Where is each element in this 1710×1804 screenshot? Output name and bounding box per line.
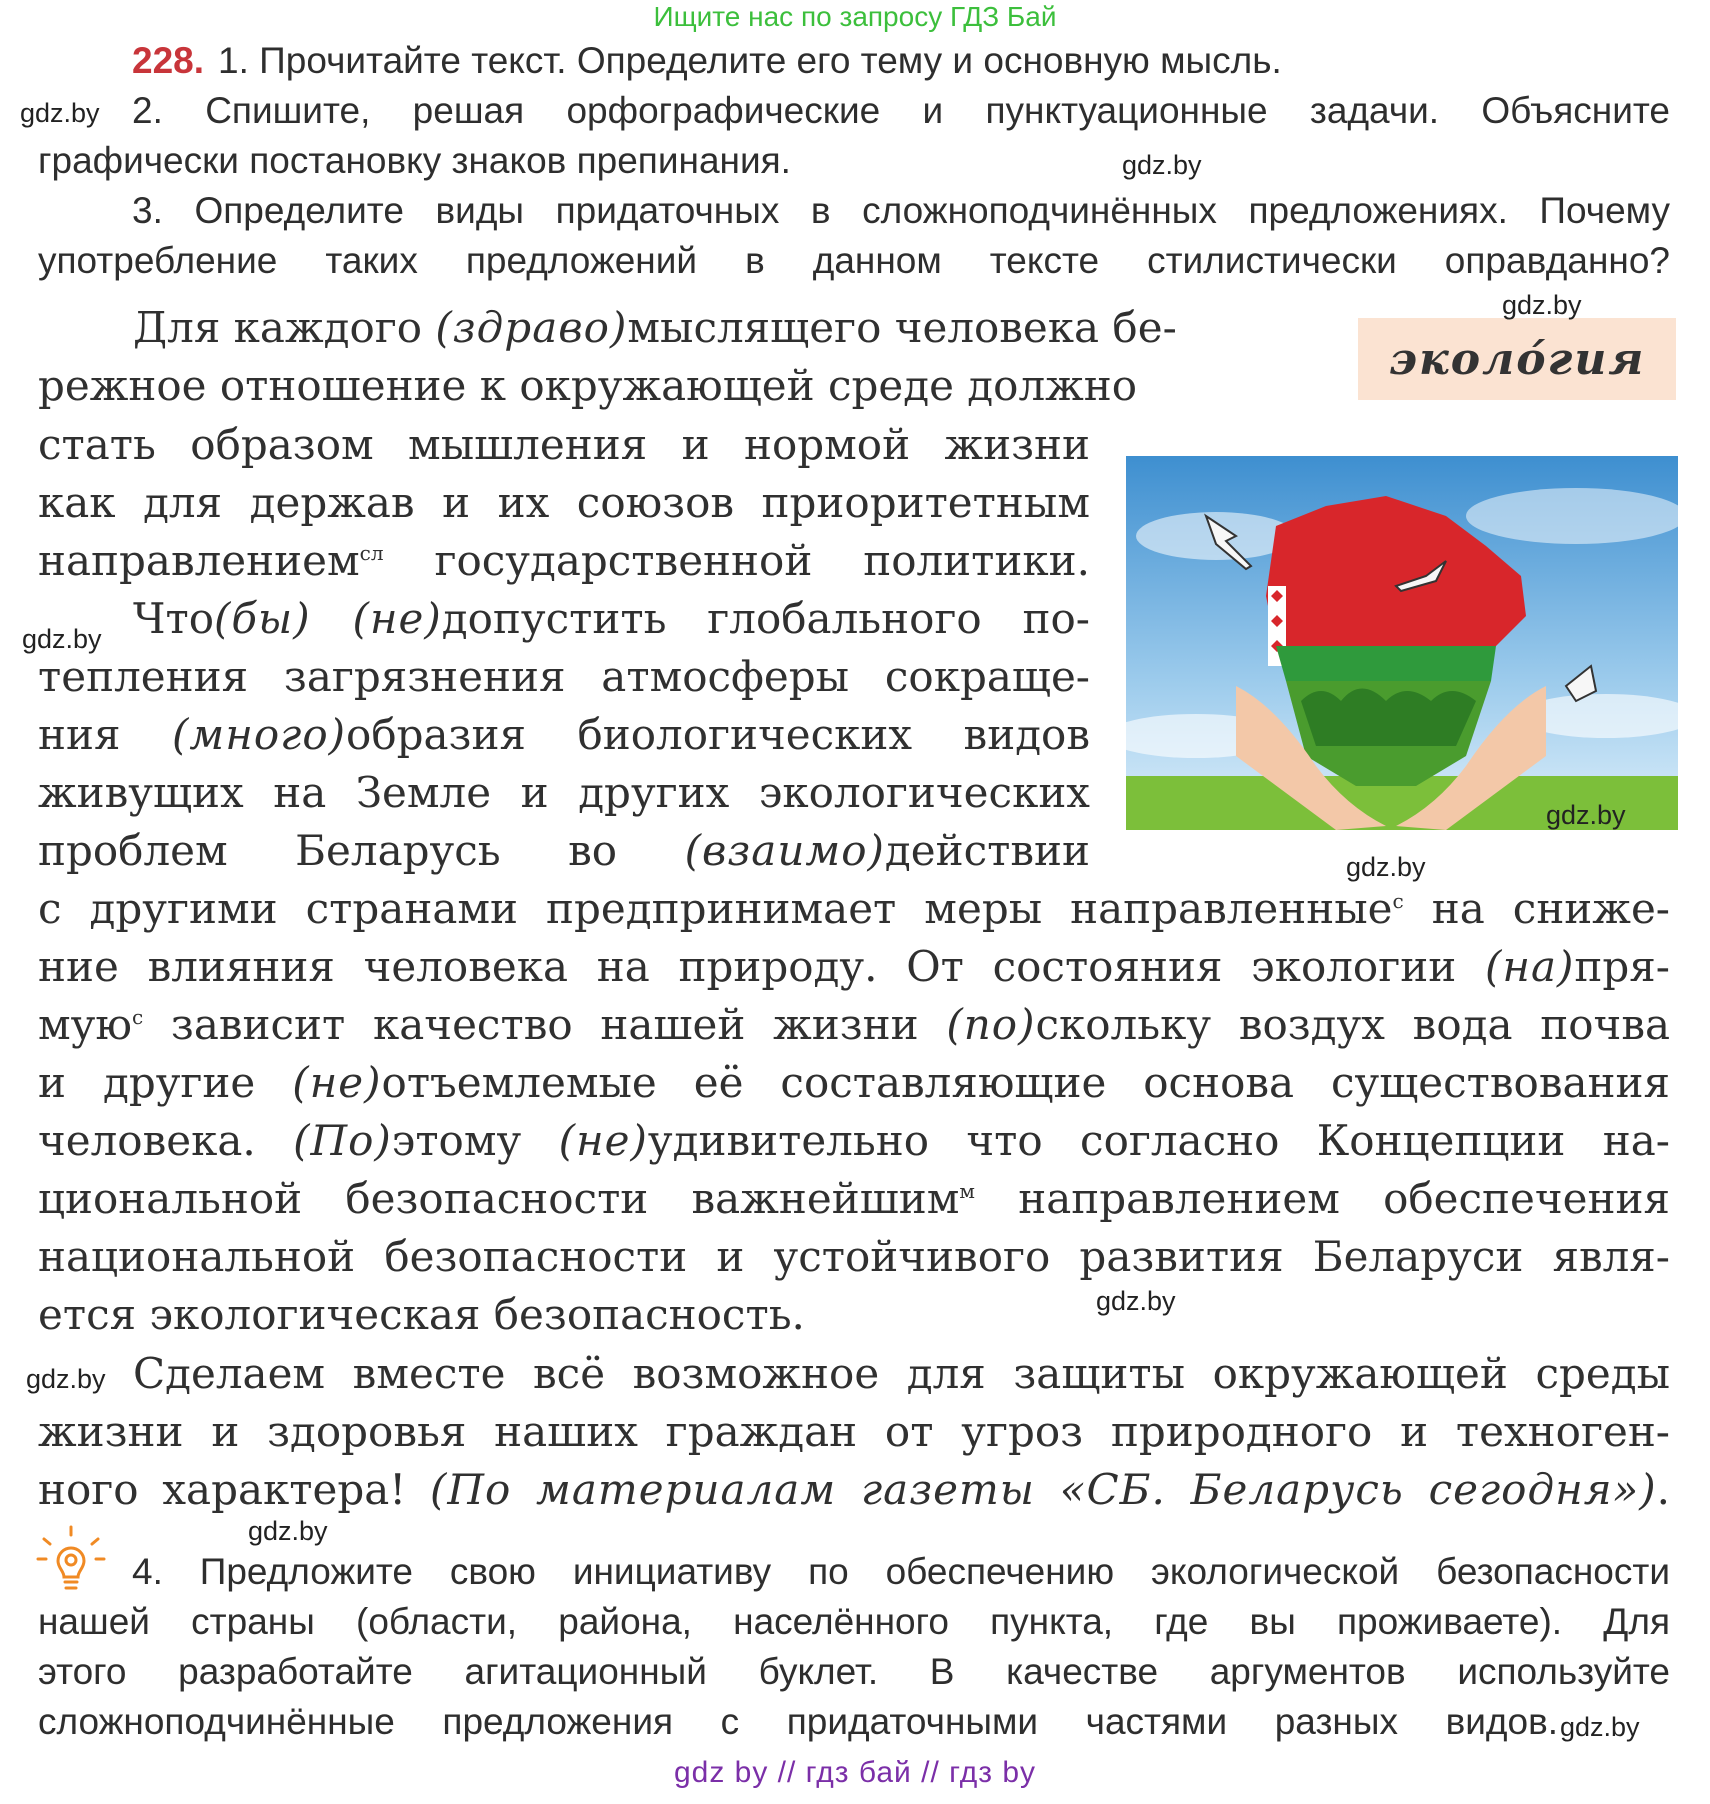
watermark: gdz.by (26, 1364, 106, 1394)
text-line-15: человека. (По)этому (не)удивительно что согласно Концепции на- (38, 1116, 1670, 1165)
task-4-line-4: сложноподчинённые предложения с придаточными частями разных видов. (38, 1701, 1558, 1742)
text-line-5: направлением$^{сл}$ государственной политики. (38, 536, 1090, 585)
text-line-11: с другими странами предпринимает меры направленные$^с$ на сниже- (38, 884, 1670, 933)
task-2-line-1: 2. Спишите, решая орфографические и пунктуационные задачи. Объясните (132, 90, 1670, 131)
watermark: gdz.by (1096, 1286, 1176, 1316)
task-4-line-3: этого разработайте агитационный буклет. В качестве аргументов используйте (38, 1651, 1670, 1692)
watermark: gdz.by (1560, 1712, 1640, 1742)
text-line-1: Для каждого (здраво)мыслящего человека бе- (133, 303, 1177, 352)
text-line-12: ние влияния человека на природу. От состояния экологии (на)пря- (38, 942, 1670, 991)
text-line-19: Сделаем вместе всё возможное для защиты окружающей среды (133, 1349, 1670, 1398)
task-4-line-2: нашей страны (области, района, населённого пункта, где вы проживаете). Для (38, 1601, 1670, 1642)
watermark: gdz.by (248, 1516, 328, 1546)
ecology-illustration (1126, 456, 1678, 830)
text-line-4: как для держав и их союзов приоритетным (38, 478, 1090, 527)
task-1: 228. 1. Прочитайте текст. Определите его тему и основную мысль. (132, 40, 1282, 81)
text-line-16: циональной безопасности важнейшим$^м$ направлением обеспечения (38, 1174, 1671, 1223)
text-line-10: проблем Беларусь во (взаимо)действии (38, 826, 1090, 875)
task-3-line-2: употребление таких предложений в данном тексте стилистически оправданно? (38, 240, 1670, 281)
task-4-line-1: 4. Предложите свою инициативу по обеспечению экологической безопасности (132, 1551, 1670, 1592)
lightbulb-icon (36, 1525, 106, 1595)
text-line-8: ния (много)образия биологических видов (38, 710, 1090, 759)
watermark: gdz.by (1346, 852, 1426, 882)
vocabulary-box (1358, 318, 1676, 400)
text-line-21: ного характера! (По материалам газеты «СБ. Беларусь сегодня»). (38, 1465, 1670, 1514)
watermark: gdz.by (1546, 800, 1626, 830)
text-line-2: режное отношение к окружающей среде должно (38, 361, 1138, 410)
task-2-line-2: графически постановку знаков препинания. (38, 140, 791, 181)
text-line-14: и другие (не)отъемлемые её составляющие основа существования (38, 1058, 1670, 1107)
text-line-3: стать образом мышления и нормой жизни (38, 420, 1090, 469)
watermark: gdz.by (22, 624, 102, 654)
text-line-7: тепления загрязнения атмосферы сокраще- (38, 652, 1090, 701)
vocabulary-word: эколо́гия (1388, 333, 1646, 385)
text-line-13: мую$^с$ зависит качество нашей жизни (по)скольку воздух вода почва (38, 1000, 1671, 1049)
text-line-6: Что(бы) (не)допустить глобального по- (133, 594, 1090, 643)
top-banner: Ищите нас по запросу ГДЗ Бай (653, 1, 1057, 32)
footer-banner: gdz by // гдз бай // гдз by (673, 1756, 1037, 1789)
watermark: gdz.by (20, 98, 100, 128)
task-3-line-1: 3. Определите виды придаточных в сложноподчинённых предложениях. Почему (132, 190, 1670, 231)
text-line-9: живущих на Земле и других экологических (38, 768, 1090, 817)
watermark: gdz.by (1122, 150, 1202, 180)
text-line-17: национальной безопасности и устойчивого развития Беларуси явля- (38, 1232, 1670, 1281)
text-line-18: ется экологическая безопасность. (38, 1290, 805, 1339)
watermark: gdz.by (1502, 290, 1582, 320)
text-line-20: жизни и здоровья наших граждан от угроз природного и техноген- (38, 1407, 1670, 1456)
exercise-number: 228. (132, 40, 205, 81)
